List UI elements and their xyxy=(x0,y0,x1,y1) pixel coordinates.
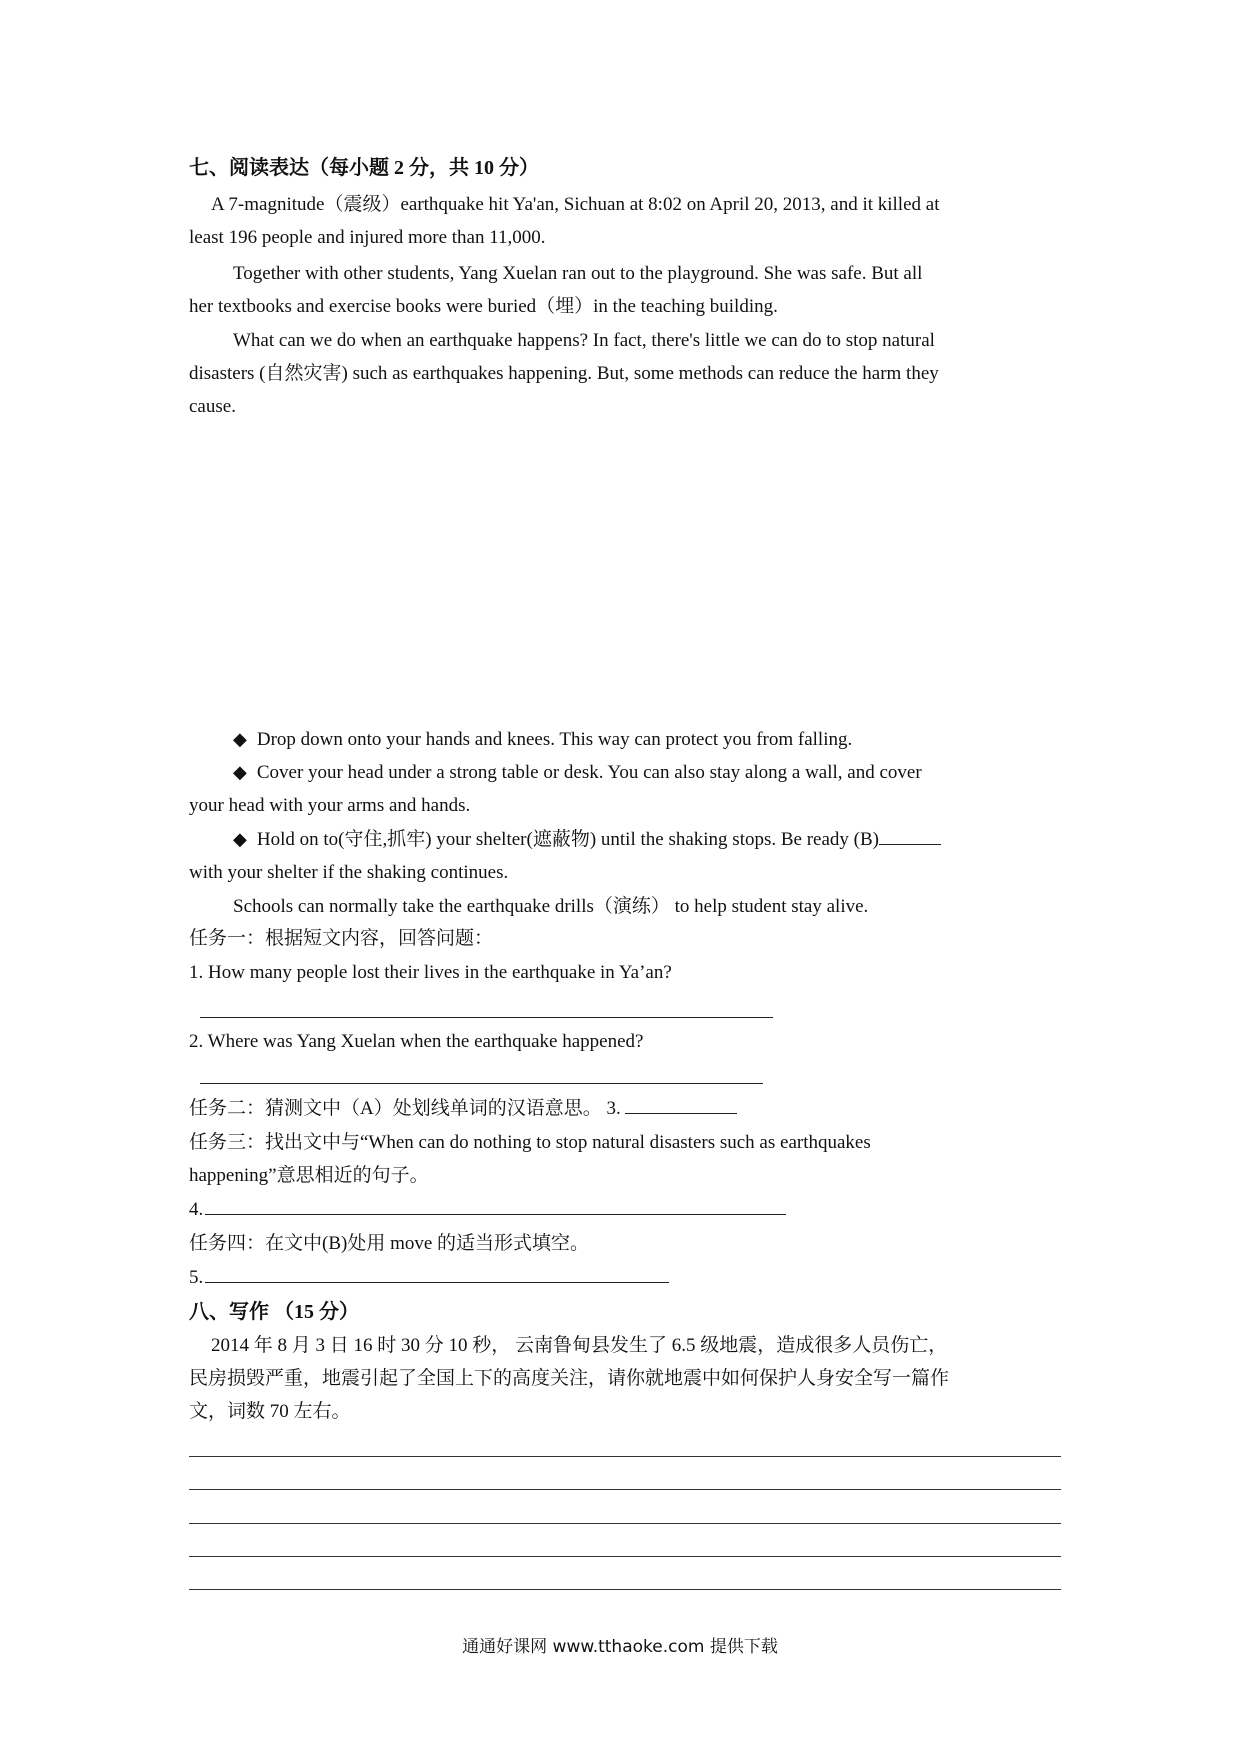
task3-line2: happening”意思相近的句子。 xyxy=(189,1165,429,1186)
question-5-number: 5. xyxy=(189,1267,204,1288)
answer-line-2[interactable] xyxy=(200,1083,763,1084)
page-footer: 通通好课网 www.tthaoke.com 提供下载 xyxy=(462,1637,778,1657)
question-4-number: 4. xyxy=(189,1199,204,1220)
section7-heading: 七、阅读表达（每小题 2 分，共 10 分） xyxy=(189,157,539,179)
prompt-line3: 文，词数 70 左右。 xyxy=(189,1401,351,1422)
section8-heading: 八、写作 （15 分） xyxy=(189,1301,359,1323)
answer-line-5[interactable] xyxy=(205,1262,669,1283)
p3-line2: disasters (自然灾害) such as earthquakes happening. But, some methods can reduce the harm they xyxy=(189,363,939,384)
writing-line-1[interactable] xyxy=(189,1456,1061,1457)
p3-line3: cause. xyxy=(189,396,236,417)
task4-heading: 任务四：在文中(B)处用 move 的适当形式填空。 xyxy=(189,1233,590,1254)
p2-line2: her textbooks and exercise books were buried（埋）in the teaching building. xyxy=(189,296,778,317)
tip-bullet-1 xyxy=(189,723,1061,756)
passage-paragraph-4: Schools can normally take the earthquake drills（演练） to help student stay alive. xyxy=(233,896,869,917)
task2-text: 任务二：猜测文中（A）处划线单词的汉语意思。 3. xyxy=(189,1098,621,1119)
writing-line-4[interactable] xyxy=(189,1556,1061,1557)
diamond-bullet-icon: ◆ xyxy=(233,762,247,782)
writing-prompt xyxy=(189,1329,1061,1428)
question-4-line xyxy=(189,1193,1061,1226)
bullet3-line1: Hold on to(守住,抓牢) your shelter(遮蔽物) until the shaking stops. Be ready (B) xyxy=(256,829,880,850)
passage-paragraph-1 xyxy=(189,188,1061,254)
task3-line1: 任务三：找出文中与“When can do nothing to stop natural disasters such as earthquakes xyxy=(189,1132,871,1153)
question-1: 1. How many people lost their lives in the earthquake in Ya’an? xyxy=(189,962,672,983)
answer-line-1[interactable] xyxy=(200,1017,773,1018)
bullet3-line2: with your shelter if the shaking continues. xyxy=(189,862,509,883)
writing-line-3[interactable] xyxy=(189,1523,1061,1524)
answer-line-3[interactable] xyxy=(625,1093,737,1114)
bullet1-text: Drop down onto your hands and knees. This way can protect you from falling. xyxy=(256,729,853,750)
passage-paragraph-2 xyxy=(189,257,1061,323)
tip-bullet-3 xyxy=(189,823,1061,889)
p3-line1: What can we do when an earthquake happens? In fact, there's little we can do to stop natural xyxy=(233,330,935,351)
task2-line xyxy=(189,1092,1061,1125)
writing-line-2[interactable] xyxy=(189,1489,1061,1490)
question-2: 2. Where was Yang Xuelan when the earthquake happened? xyxy=(189,1031,644,1052)
answer-line-4[interactable] xyxy=(205,1194,786,1215)
p1-line1: A 7-magnitude（震级）earthquake hit Ya'an, Sichuan at 8:02 on April 20, 2013, and it killed at xyxy=(211,194,940,215)
p2-line1: Together with other students, Yang Xuelan ran out to the playground. She was safe. But all xyxy=(233,263,923,284)
prompt-line1: 2014 年 8 月 3 日 16 时 30 分 10 秒， 云南鲁甸县发生了 6.5 级地震，造成很多人员伤亡， xyxy=(211,1335,948,1356)
bullet2-line1: Cover your head under a strong table or desk. You can also stay along a wall, and cover xyxy=(256,762,922,783)
p1-line2: least 196 people and injured more than 11,000. xyxy=(189,227,546,248)
diamond-bullet-icon: ◆ xyxy=(233,729,247,749)
task3-block xyxy=(189,1126,1061,1192)
bullet2-line2: your head with your arms and hands. xyxy=(189,795,471,816)
blank-b-line[interactable] xyxy=(879,824,941,845)
diamond-bullet-icon: ◆ xyxy=(233,829,247,849)
question-5-line xyxy=(189,1261,1061,1294)
tip-bullet-2 xyxy=(189,756,1061,822)
passage-paragraph-3 xyxy=(189,324,1061,423)
prompt-line2: 民房损毁严重，地震引起了全国上下的高度关注，请你就地震中如何保护人身安全写一篇作 xyxy=(189,1368,950,1389)
writing-line-5[interactable] xyxy=(189,1589,1061,1590)
task1-heading: 任务一：根据短文内容，回答问题： xyxy=(189,928,494,949)
